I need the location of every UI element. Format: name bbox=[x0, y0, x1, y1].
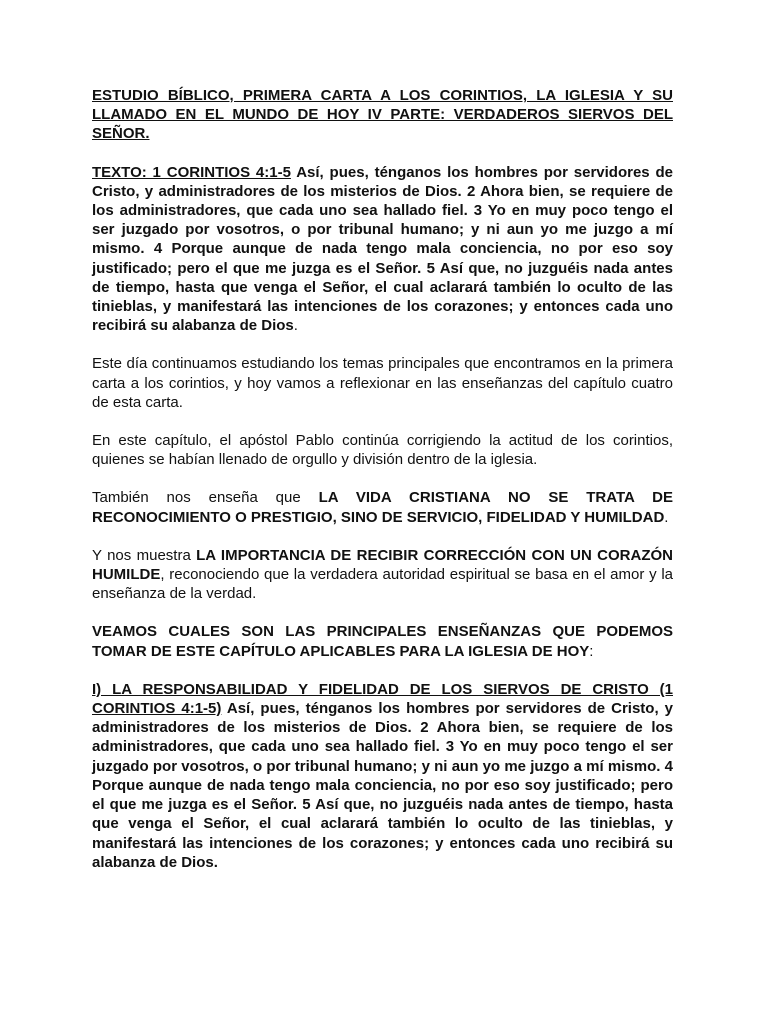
section-1-paragraph bbox=[92, 680, 673, 872]
lessons-heading-end: : bbox=[589, 642, 594, 660]
lessons-heading: VEAMOS CUALES SON LAS PRINCIPALES ENSEÑANZAS QUE PODEMOS TOMAR DE ESTE CAPÍTULO APLICABLES PARA LA IGLESIA DE HOY bbox=[92, 623, 673, 660]
teaching-intro: También nos enseña que bbox=[92, 489, 319, 507]
document-page bbox=[92, 86, 673, 872]
teaching-paragraph bbox=[92, 488, 673, 526]
lessons-heading-paragraph bbox=[92, 622, 673, 660]
scripture-paragraph bbox=[92, 163, 673, 336]
teaching-emphasis: LA VIDA CRISTIANA NO SE TRATA DE RECONOCIMIENTO O PRESTIGIO, SINO DE SERVICIO, FIDELIDAD Y HUMILDAD bbox=[92, 489, 673, 526]
correction-paragraph bbox=[92, 546, 673, 604]
intro-paragraph: Este día continuamos estudiando los temas principales que encontramos en la primera carta a los corintios, y hoy vamos a reflexionar en las enseñanzas del capítulo cuatro de esta carta. bbox=[92, 355, 673, 411]
correction-emphasis: LA IMPORTANCIA DE RECIBIR CORRECCIÓN CON UN CORAZÓN HUMILDE bbox=[92, 546, 673, 584]
context-paragraph: En este capítulo, el apóstol Pablo continúa corrigiendo la actitud de los corintios, quienes se habían llenado de orgullo y división dentro de la iglesia. bbox=[92, 432, 673, 469]
correction-rest: , reconociendo que la verdadera autoridad espiritual se basa en el amor y la enseñanza de la verdad. bbox=[92, 566, 673, 603]
scripture-end: . bbox=[293, 317, 298, 335]
section-1-text: Así, pues, ténganos los hombres por servidores de Cristo, y administradores de los misterios de Dios. 2 Ahora bien, se requiere de los administradores, que cada uno sea hallado fiel. 3 Yo en muy poco tengo el ser juzgado por vosotros, o por tribunal humano; y ni aun yo me juzgo a mí mismo. 4 Porque aunque de nada tengo mala conciencia, no por eso soy justificado; pero el que me juzga es el Señor. 5 Así que, no juzguéis nada antes de tiempo, hasta que venga el Señor, el cual aclarará también lo oculto de las tinieblas, y manifestará las intenciones de los corazones; y entonces cada uno recibirá su alabanza de Dios. bbox=[92, 700, 674, 871]
scripture-text: Así, pues, ténganos los hombres por servidores de Cristo, y administradores de los misterios de Dios. 2 Ahora bien, se requiere de los administradores, que cada uno sea hallado fiel. 3 Yo en muy poco tengo el ser juzgado por vosotros, o por tribunal humano; y ni aun yo me juzgo a mí mismo. 4 Porque aunque de nada tengo mala conciencia, no por eso soy justificado; pero el que me juzga es el Señor. 5 Así que, no juzguéis nada antes de tiempo, hasta que venga el Señor, el cual aclarará también lo oculto de las tinieblas, y manifestará las intenciones de los corazones; y entonces cada uno recibirá su alabanza de Dios bbox=[92, 163, 673, 335]
section-1-heading: I) LA RESPONSABILIDAD Y FIDELIDAD DE LOS SIERVOS DE CRISTO (1 CORINTIOS 4:1-5) bbox=[92, 680, 673, 718]
scripture-reference: TEXTO: 1 CORINTIOS 4:1-5 bbox=[92, 163, 291, 181]
teaching-end: . bbox=[664, 508, 669, 526]
document-title: ESTUDIO BÍBLICO, PRIMERA CARTA A LOS CORINTIOS, LA IGLESIA Y SU LLAMADO EN EL MUNDO DE HOY IV PARTE: VERDADEROS SIERVOS DEL SEÑOR. bbox=[92, 87, 673, 143]
correction-intro: Y nos muestra bbox=[92, 546, 197, 564]
